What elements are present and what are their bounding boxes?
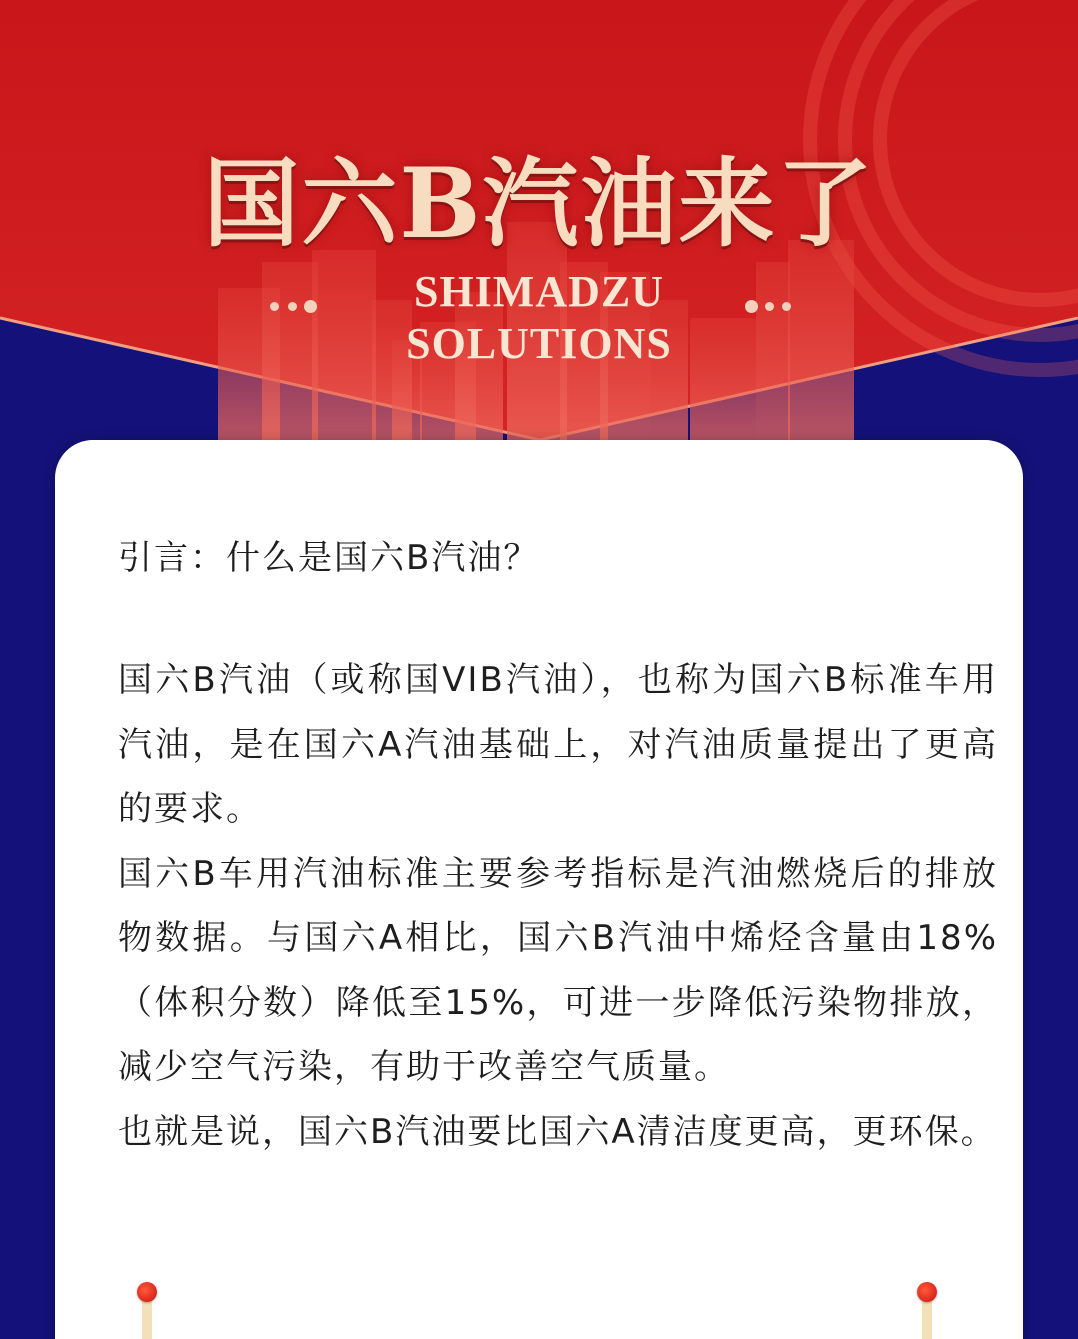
paragraph-conclusion: 也就是说，国六B汽油要比国六A清洁度更高，更环保。 xyxy=(118,1111,997,1152)
pin-left-icon xyxy=(137,1282,157,1339)
article-body xyxy=(118,648,998,1164)
page-headline: 国六B汽油来了 xyxy=(203,147,875,260)
brand-line-1: SHIMADZU xyxy=(413,267,665,316)
decorative-dots-right xyxy=(745,298,805,314)
paragraph-standard: 国六B车用汽油标准主要参考指标是汽油燃烧后的排放物数据。与国六A相比，国六B汽油中烯烃含量由18%（体积分数）降低至15%，可进一步降低污染物排放，减少空气污染，有助于改善空气质量。 xyxy=(118,853,998,1087)
intro-heading: 引言：什么是国六B汽油？ xyxy=(118,538,540,578)
pin-right-icon xyxy=(917,1282,937,1339)
brand-line-2: SOLUTIONS xyxy=(406,319,672,368)
paragraph-definition: 国六B汽油（或称国VIB汽油），也称为国六B标准车用汽油，是在国六A汽油基础上，对汽油质量提出了更高的要求。 xyxy=(118,660,998,829)
